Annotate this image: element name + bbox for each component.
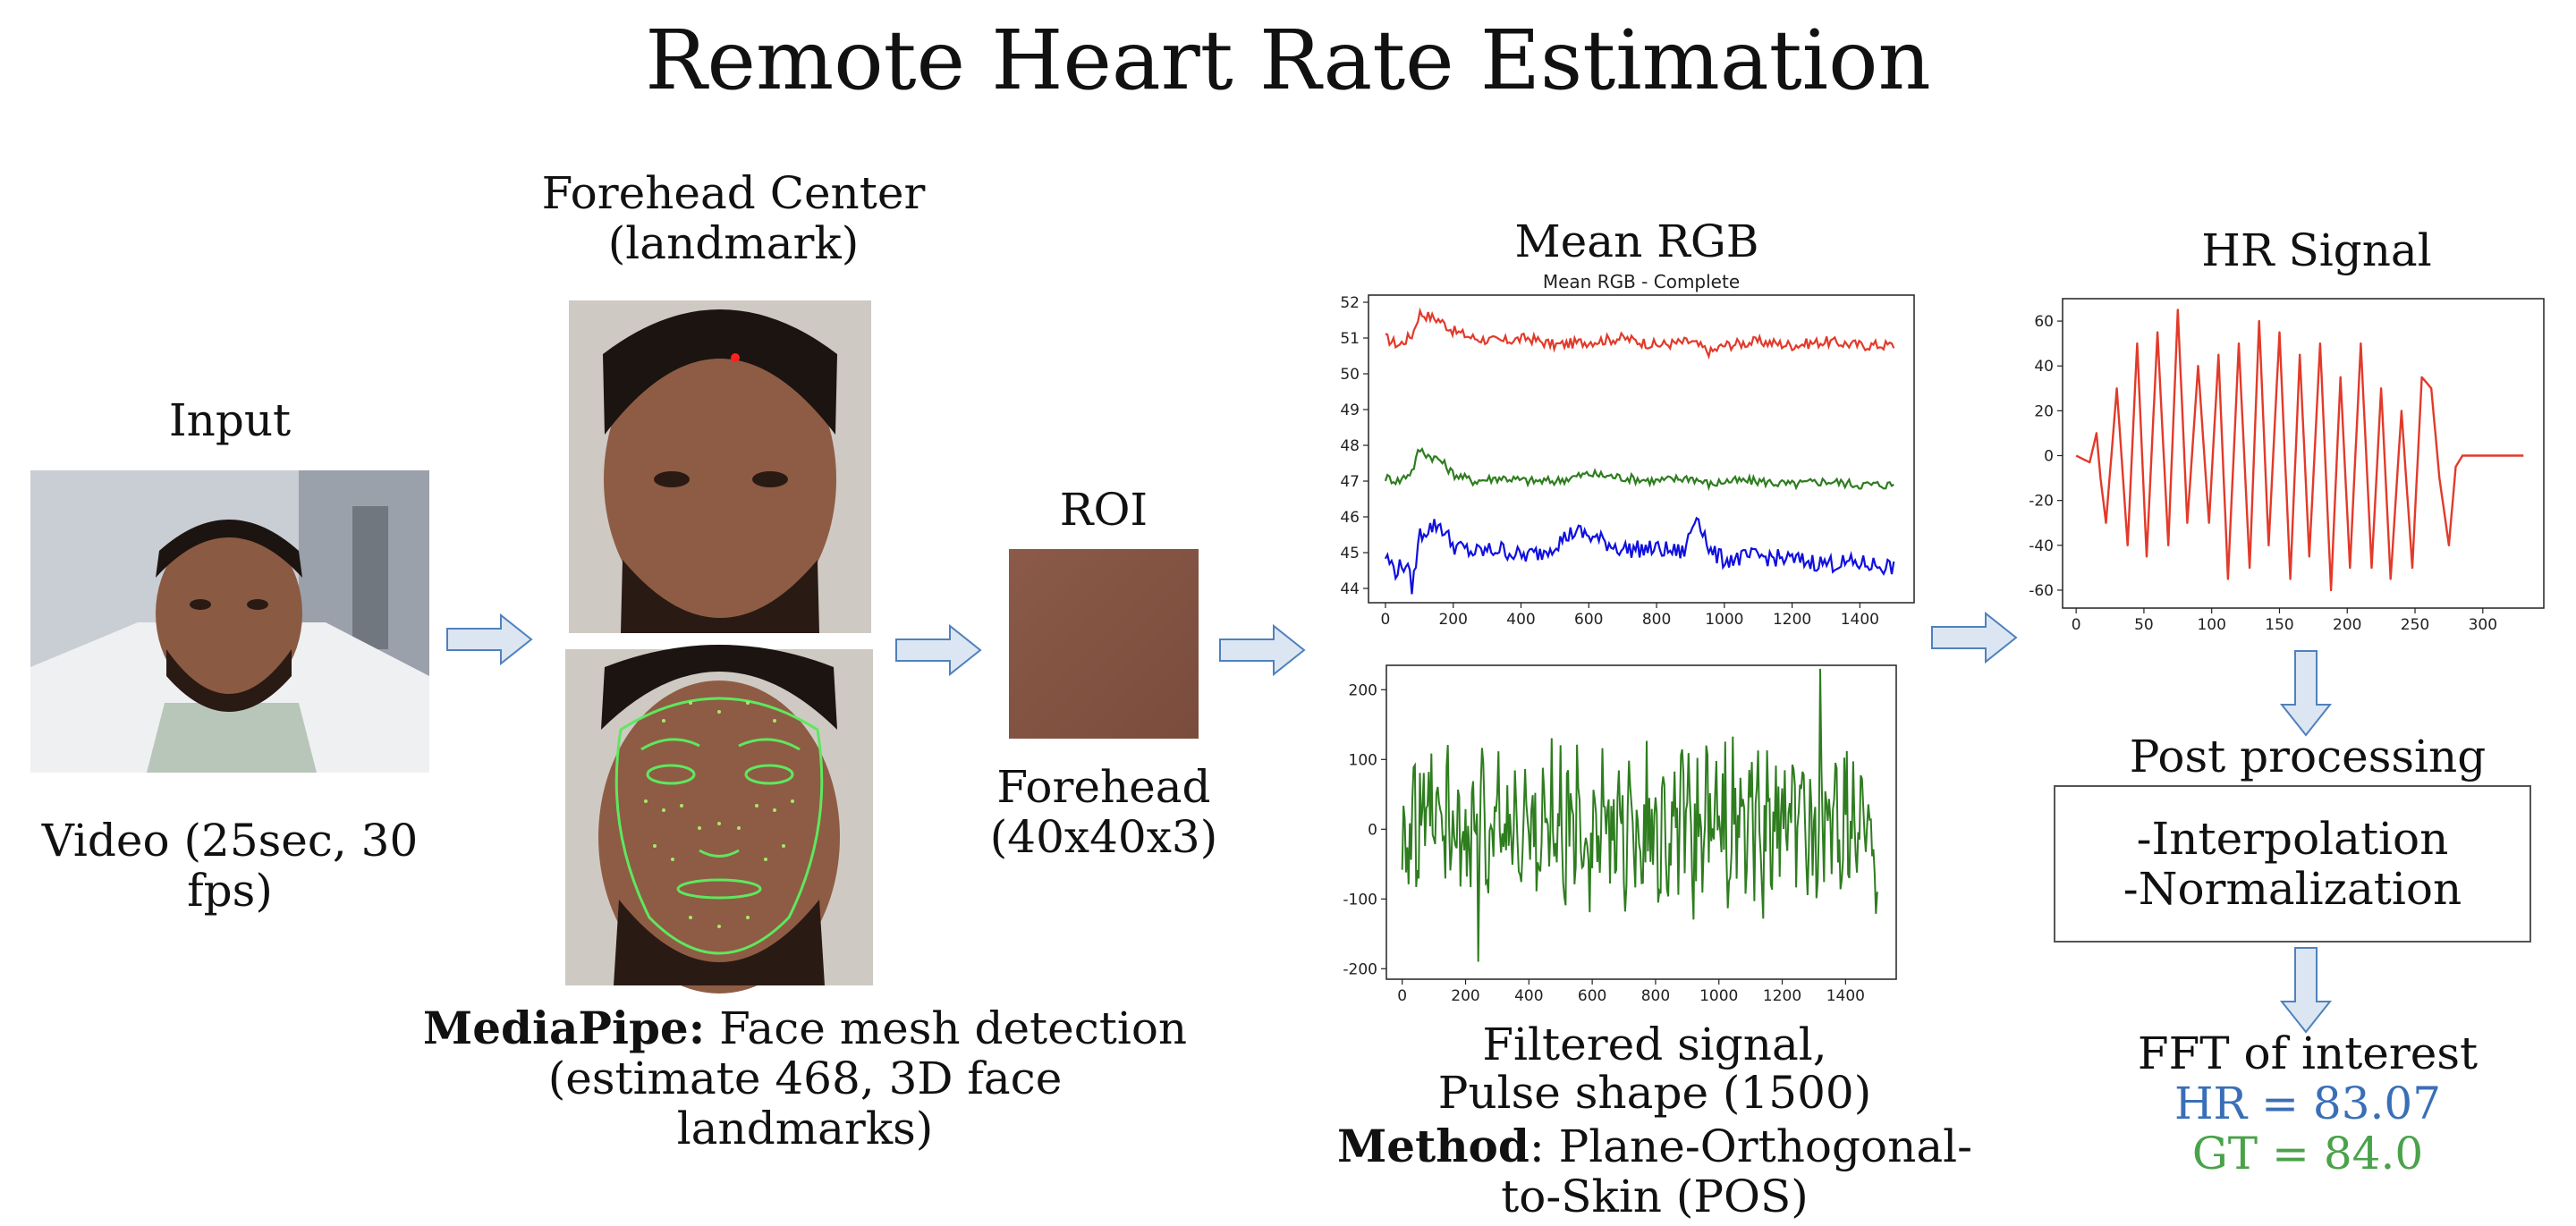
series-line-filtered [1402,669,1877,962]
y-tick-label: -200 [1343,960,1377,979]
x-tick-label: 200 [1438,611,1468,629]
y-tick-label: 52 [1340,294,1360,312]
fft-label: FFT of interest [2137,1027,2479,1079]
post-processing-box [2054,785,2531,943]
post-line2: -Normalization [2123,863,2462,915]
x-tick-label: 600 [1574,611,1604,629]
y-tick-label: 44 [1340,580,1360,598]
rgb-label: Mean RGB [1514,216,1759,267]
chart-frame [1368,295,1914,603]
hr-value: HR = 83.07 [2174,1078,2442,1129]
x-tick-label: 1200 [1762,987,1802,1005]
roi-patch [1009,549,1199,739]
mediapipe-rest: Face mesh detection [705,1002,1188,1054]
method-bold: Method [1336,1120,1530,1172]
x-tick-label: 1000 [1705,611,1744,629]
x-tick-label: 150 [2265,616,2294,634]
chart-title: Mean RGB - Complete [1542,271,1741,292]
y-tick-label: 48 [1340,437,1360,455]
x-tick-label: 1400 [1840,611,1880,629]
y-tick-label: -60 [2029,581,2054,600]
arrow-right-icon [445,613,535,666]
roi-caption-line2: (40x40x3) [989,811,1218,863]
rgb-caption-line1: Filtered signal, [1482,1019,1827,1070]
x-tick-label: 1000 [1699,987,1739,1005]
y-tick-label: -100 [1343,891,1377,909]
forehead-center-marker [731,353,740,362]
input-label: Input [168,394,292,446]
y-tick-label: 100 [1348,751,1377,770]
face-photo-icon [569,300,871,633]
x-tick-label: 800 [1640,987,1671,1005]
roi-label: ROI [1059,484,1148,536]
method-rest: : Plane-Orthogonal- [1529,1120,1973,1172]
landmark-caption-line1 [340,1003,1270,1053]
mean-rgb-chart [1324,266,1932,633]
y-tick-label: 200 [1348,681,1377,700]
x-tick-label: 400 [1514,987,1544,1005]
filtered-signal-chart [1324,662,1914,1005]
x-tick-label: 1200 [1772,611,1812,629]
landmark-caption-line3: landmarks) [676,1103,934,1154]
y-tick-label: -40 [2029,537,2054,555]
x-tick-label: 300 [2468,616,2498,634]
x-tick-label: 200 [1451,987,1480,1005]
mediapipe-bold: MediaPipe: [422,1002,706,1054]
roi-caption-line1: Forehead [996,761,1211,813]
landmark-label-line2: (landmark) [607,217,860,269]
y-tick-label: 46 [1340,509,1360,527]
method-line2: to-Skin (POS) [1501,1171,1809,1222]
hr-label: HR Signal [2201,224,2432,276]
post-line1: -Interpolation [2136,813,2449,865]
x-tick-label: 600 [1577,987,1607,1005]
face-photo-icon [30,470,429,773]
page-title: Remote Heart Rate Estimation [645,13,1931,108]
y-tick-label: 49 [1340,402,1360,419]
landmark-caption-line2: (estimate 468, 3D face [547,1053,1063,1104]
arrow-right-icon [1218,623,1308,677]
y-tick-label: 0 [2044,447,2054,466]
series-line-hr [2076,310,2523,590]
x-tick-label: 800 [1641,611,1672,629]
face-mesh-image [565,649,873,985]
y-tick-label: 47 [1340,473,1360,491]
chart-frame [2063,299,2544,608]
input-caption-line1: Video (25sec, 30 [41,815,419,867]
y-tick-label: 20 [2034,402,2054,421]
input-video-frame [30,470,429,773]
x-tick-label: 200 [2333,616,2362,634]
x-tick-label: 50 [2134,616,2154,634]
post-processing-label: Post processing [2129,731,2487,782]
hr-signal-chart [2000,288,2555,646]
y-tick-label: 40 [2034,358,2054,376]
arrow-down-icon [2279,649,2333,739]
x-tick-label: 400 [1506,611,1536,629]
input-caption-line2: fps) [187,865,273,917]
x-tick-label: 250 [2400,616,2430,634]
y-tick-label: -20 [2029,492,2054,511]
landmark-label-line1: Forehead Center [541,167,926,219]
y-tick-label: 60 [2034,313,2054,332]
gt-value: GT = 84.0 [2191,1128,2424,1179]
y-tick-label: 50 [1340,366,1360,384]
y-tick-label: 51 [1340,330,1360,348]
x-tick-label: 0 [1380,611,1391,629]
series-line-r [1385,311,1894,357]
series-line-b [1385,518,1894,594]
rgb-caption-line2: Pulse shape (1500) [1437,1067,1872,1119]
arrow-right-icon [894,623,984,677]
x-tick-label: 0 [2071,616,2081,634]
x-tick-label: 1400 [1826,987,1865,1005]
forehead-landmark-image [569,300,871,633]
y-tick-label: 0 [1368,821,1377,840]
arrow-down-icon [2279,946,2333,1036]
face-mesh-icon [565,649,873,985]
x-tick-label: 100 [2197,616,2226,634]
y-tick-label: 45 [1340,545,1360,562]
series-line-g [1385,449,1894,488]
x-tick-label: 0 [1397,987,1408,1005]
method-line1 [1288,1121,2021,1171]
